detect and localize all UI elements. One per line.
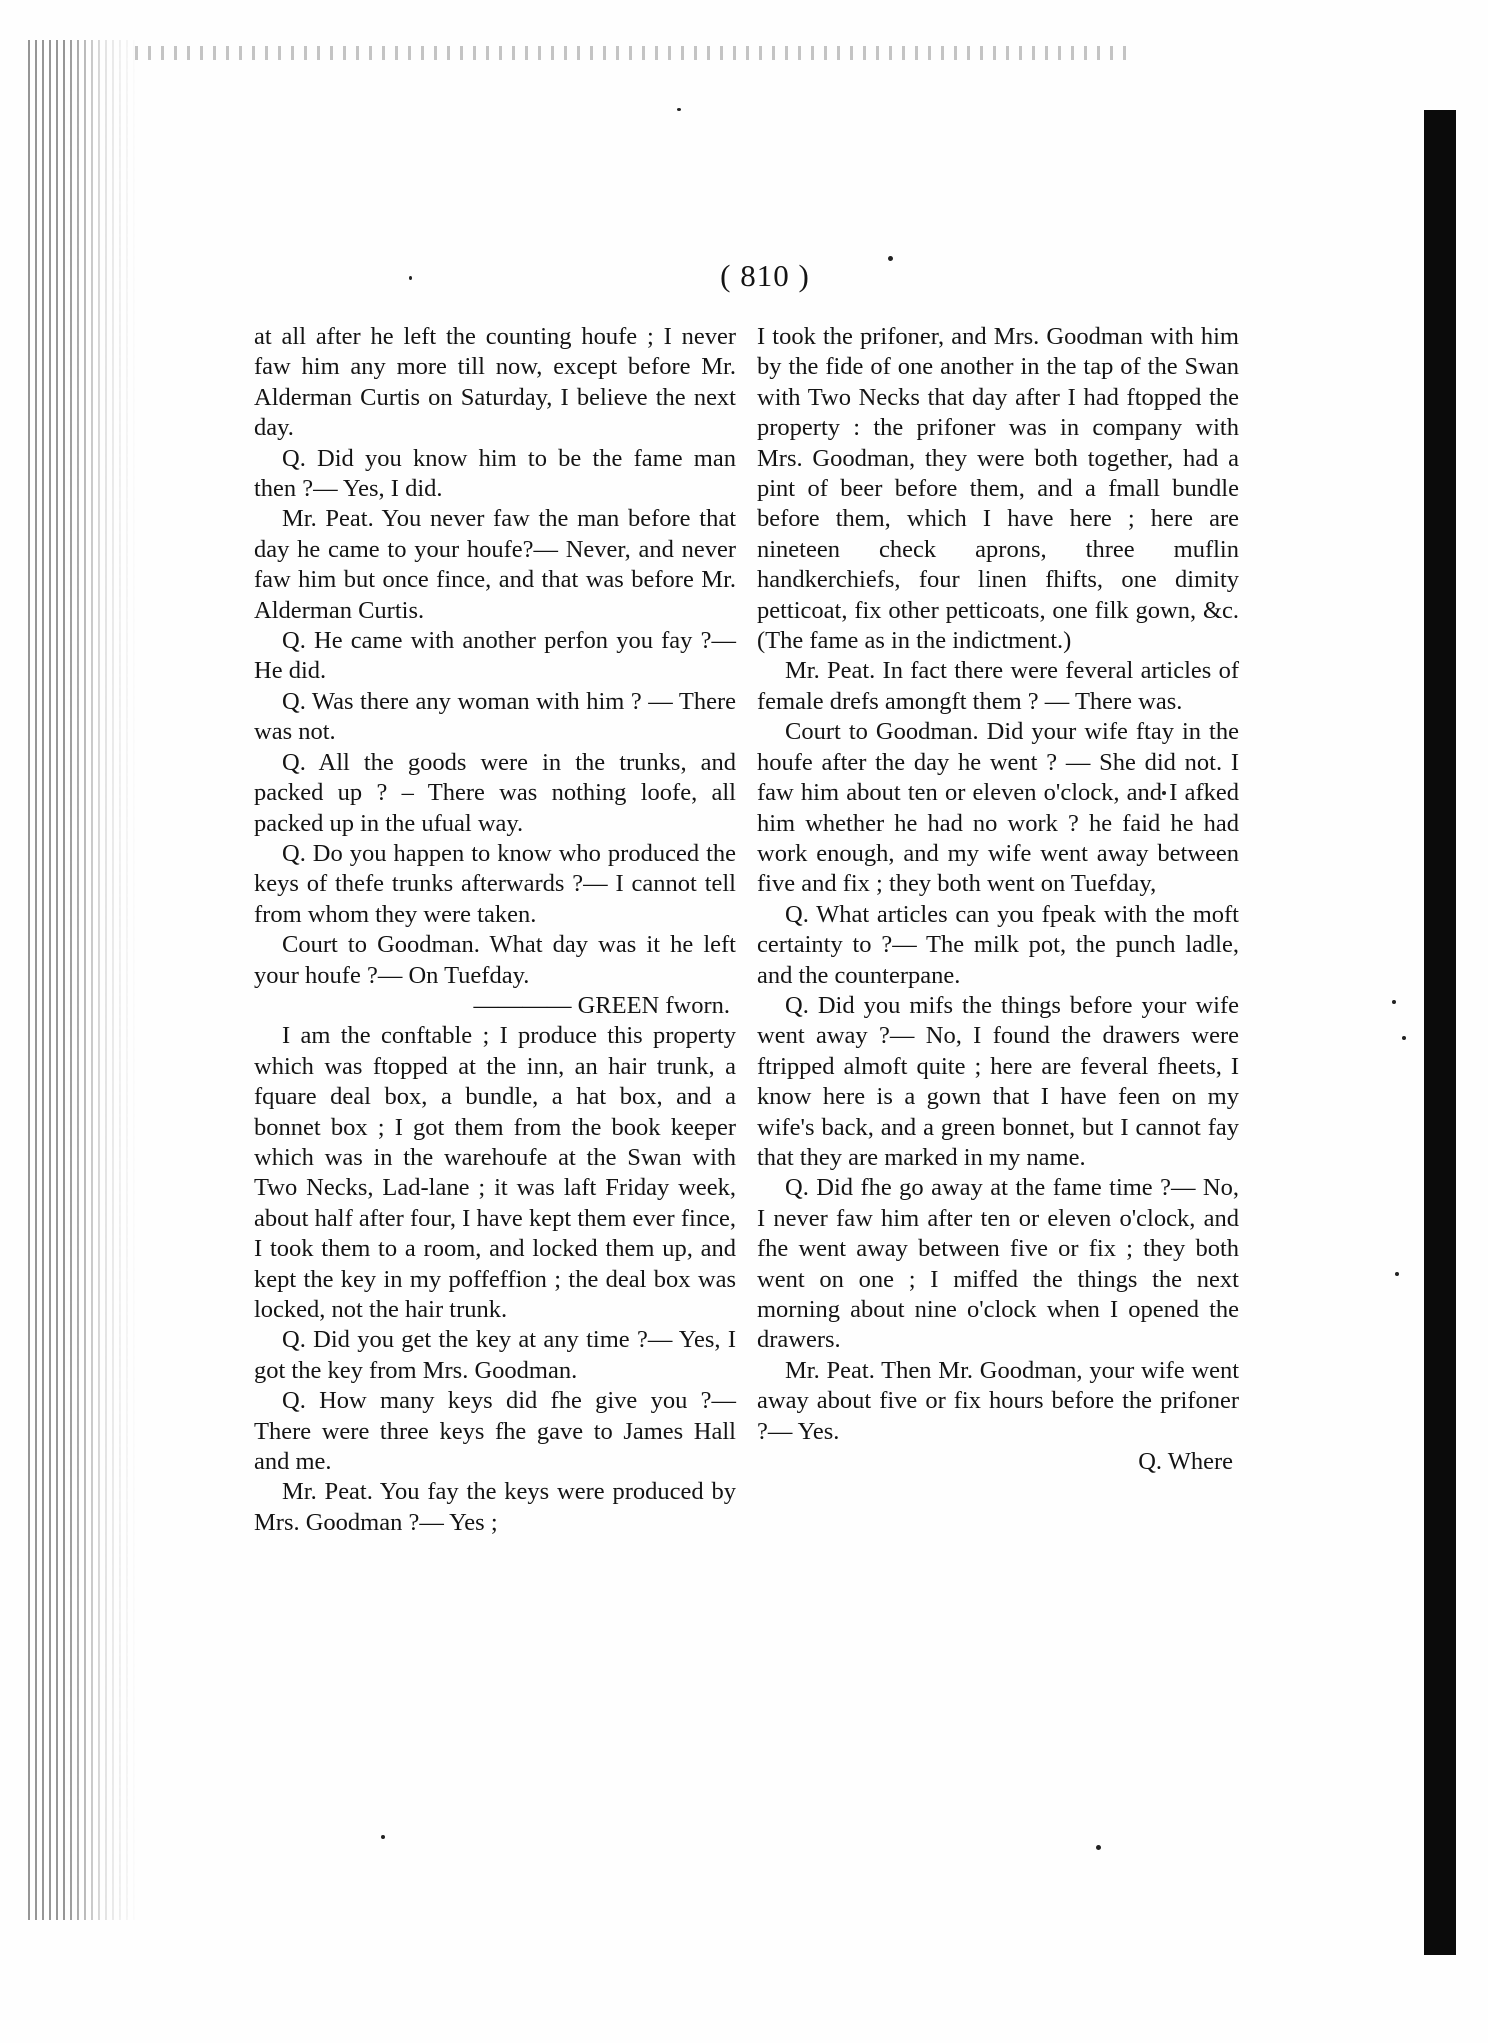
paragraph: Court to Goodman. Did your wife ftay in the houfe after the day he went ? — She did not. I faw him about ten or eleven o'clock, and I afked him whether he had no work ? he faid he had work enough, and my wife went away between five and fix ; they both went on Tuefday, (757, 718, 1239, 898)
ink-speck (409, 276, 412, 280)
paragraph: Mr. Peat. You fay the keys were produced by Mrs. Goodman ?— Yes ; (254, 1478, 736, 1536)
ink-speck (888, 256, 893, 261)
paragraph: Q. Did you mifs the things before your wife went away ?— No, I found the drawers were ftripped almoft quite ; here are feveral fheets, I know here is a gown that I have feen on my wife's back, and a green bonnet, but I cannot fay that they are marked in my name. (757, 991, 1239, 1171)
paragraph: I took the prifoner, and Mrs. Goodman with him by the fide of one another in the tap of the Swan with Two Necks that day after I had ftopped the property : the prifoner was in company with Mrs. Goodman, they were both together, had a pint of beer before them, and a fmall bundle before them, which I have here ; here are nineteen check aprons, three muflin handkerchiefs, four linen fhifts, one dimity petticoat, fix other petticoats, one filk gown, &c. (The fame as in the indictment.) (757, 323, 1239, 655)
ink-speck (1395, 1272, 1399, 1276)
paragraph: Q. Do you happen to know who produced the keys of thefe trunks afterwards ?— I cannot tell from whom they were taken. (254, 839, 736, 928)
paragraph: Q. Was there any woman with him ? — There was not. (254, 687, 736, 746)
paragraph: Q. All the goods were in the trunks, and packed up ? – There was nothing loofe, all packed up in the ufual way. (254, 748, 736, 837)
paragraph: Mr. Peat. Then Mr. Goodman, your wife went away about five or fix hours before the prifoner ?— Yes. (757, 1356, 1239, 1445)
page-number: ( 810 ) (720, 258, 810, 293)
witness-heading: ———— GREEN fworn. (473, 991, 730, 1019)
paragraph: Q. Did fhe go away at the fame time ?— No, I never faw him after ten or eleven o'clock, and fhe went away between five or fix ; they both went on one ; I miffed the things the next morning about nine o'clock when I opened the drawers. (757, 1174, 1239, 1354)
paragraph: Q. Did you get the key at any time ?— Yes, I got the key from Mrs. Goodman. (254, 1326, 736, 1384)
paragraph: Q. What articles can you fpeak with the moft certainty to ?— The milk pot, the punch ladle, and the counterpane. (757, 900, 1239, 989)
paragraph: Mr. Peat. You never faw the man before that day he came to your houfe?— Never, and never faw him but once fince, and that was before Mr. Alderman Curtis. (254, 505, 736, 624)
paragraph: Q. He came with another perfon you fay ?— He did. (254, 627, 736, 685)
page-top-edge-smudge (135, 46, 1135, 60)
left-column (254, 322, 736, 1538)
paragraph: Q. Did you know him to be the fame man then ?— Yes, I did. (254, 444, 736, 503)
scan-edge-bar (1424, 110, 1456, 1955)
ink-speck (677, 108, 681, 111)
paragraph: Mr. Peat. In fact there were feveral articles of female drefs amongft them ? — There was. (757, 657, 1239, 715)
paragraph: I am the conftable ; I produce this property which was ftopped at the inn, an hair trunk, a fquare deal box, a bundle, a hat box, and a bonnet box ; I got them from the book keeper which was in the warehoufe at the Swan with Two Necks, Lad-lane ; it was laft Friday week, about half after four, I have kept them ever fince, I took them to a room, and locked them up, and kept the key in my poffeffion ; the deal box was locked, not the hair trunk. (254, 1022, 736, 1323)
right-column (757, 322, 1239, 1477)
ink-speck (1392, 1000, 1396, 1004)
paragraph: Court to Goodman. What day was it he left your houfe ?— On Tuefday. (254, 931, 736, 989)
catchword: Q. Where (1138, 1448, 1233, 1476)
paragraph: Q. How many keys did fhe give you ?— There were three keys fhe gave to James Hall and me. (254, 1387, 736, 1476)
ink-speck (1096, 1845, 1101, 1850)
ink-speck (381, 1835, 385, 1839)
ink-speck (1402, 1036, 1406, 1040)
page-binding-edge (28, 40, 138, 1920)
paragraph: at all after he left the counting houfe ; I never faw him any more till now, except before Mr. Alderman Curtis on Saturday, I believe the next day. (254, 323, 736, 442)
